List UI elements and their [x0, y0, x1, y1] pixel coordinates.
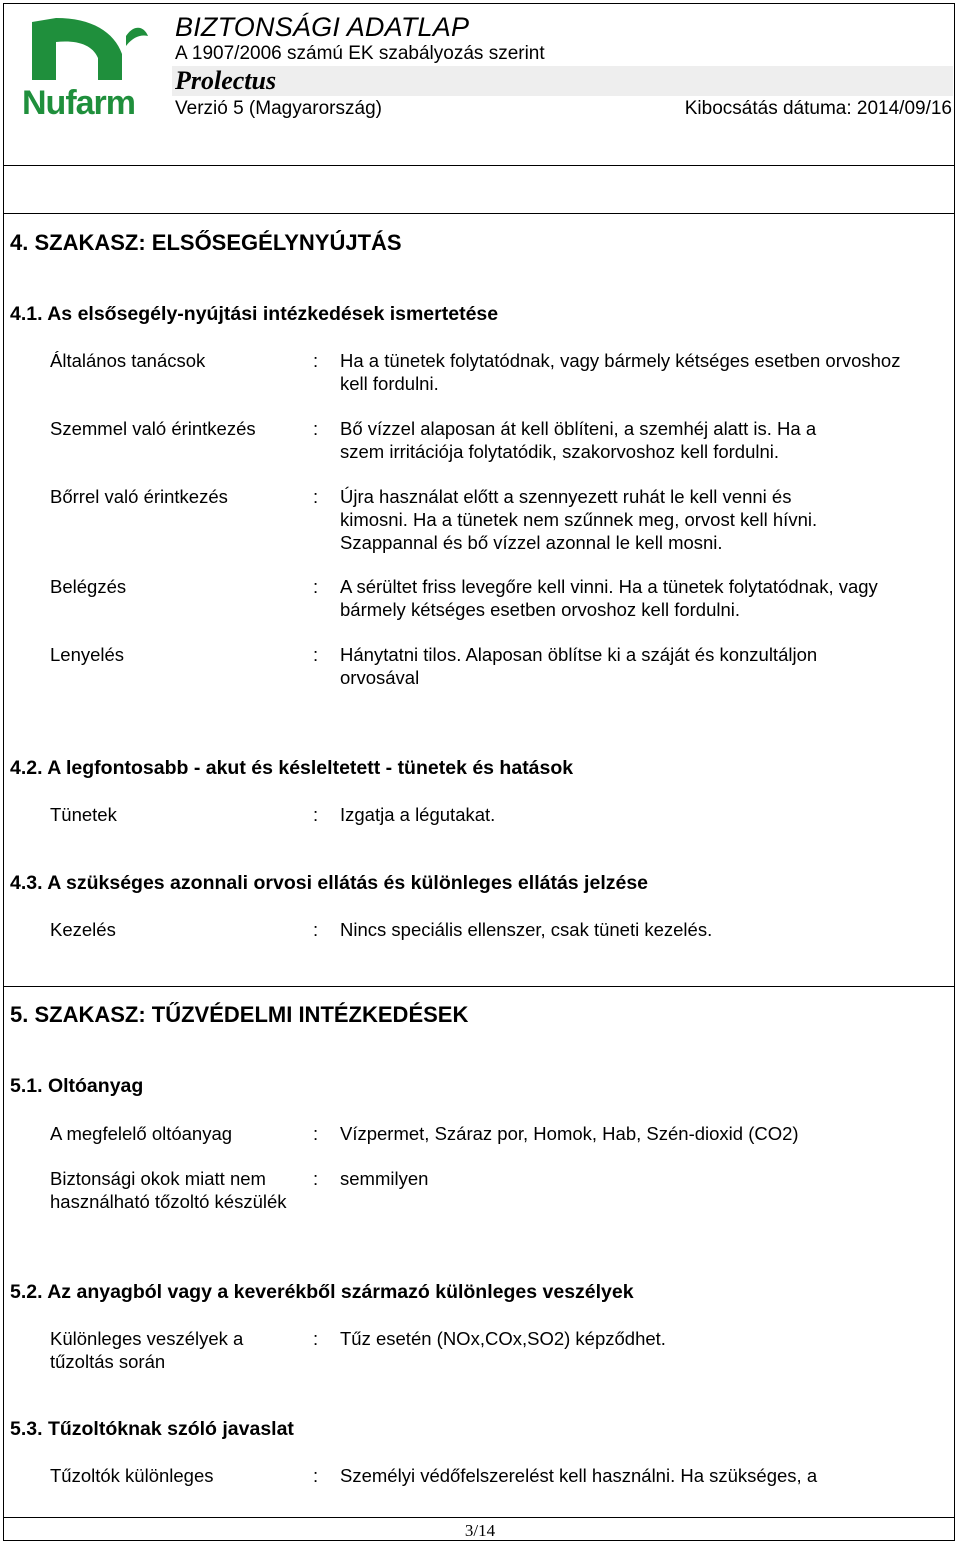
row-label: A megfelelő oltóanyag [50, 1123, 233, 1144]
row-label: Lenyelés [50, 644, 125, 665]
row-colon: : [313, 644, 319, 665]
row-value: Nincs speciális ellenszer, csak tüneti kezelés. [340, 919, 713, 940]
row-colon: : [313, 350, 319, 371]
row-label: Szemmel való érintkezés [50, 418, 256, 439]
issue-date: Kibocsátás dátuma: 2014/09/16 [684, 98, 952, 119]
row-colon: : [313, 1328, 319, 1349]
subsection-5-3-title: 5.3. Tűzoltóknak szóló javaslat [10, 1418, 294, 1440]
row-label: Biztonsági okok miatt nem használható tőzoltó készülék [50, 1168, 287, 1212]
subsection-4-2-title: 4.2. A legfontosabb - akut és késleltetett - tünetek és hatások [10, 757, 574, 779]
row-value: Tűz esetén (NOx,COx,SO2) képződhet. [340, 1328, 666, 1349]
row-value: semmilyen [340, 1168, 429, 1189]
row-colon: : [313, 1465, 319, 1486]
row-value: A sérültet friss levegőre kell vinni. Ha a tünetek folytatódnak, vagy bármely kétséges esetben orvoshoz kell fordulni. [340, 576, 878, 620]
row-label: Tünetek [50, 804, 117, 825]
row-label: Bőrrel való érintkezés [50, 486, 228, 507]
row-colon: : [313, 1123, 319, 1144]
row-colon: : [313, 418, 319, 439]
logo-mark-icon [22, 14, 150, 86]
section-4-title: 4. SZAKASZ: ELSŐSEGÉLYNYÚJTÁS [10, 230, 402, 255]
subsection-5-1-title: 5.1. Oltóanyag [10, 1075, 144, 1097]
nufarm-logo [22, 14, 150, 122]
section-divider [3, 213, 955, 214]
version-label: Verzió 5 (Magyarország) [175, 98, 382, 119]
row-label: Belégzés [50, 576, 127, 597]
row-label: Általános tanácsok [50, 350, 206, 371]
row-value: Személyi védőfelszerelést kell használni. Ha szükséges, a [340, 1465, 818, 1486]
row-value: Ha a tünetek folytatódnak, vagy bármely kétséges esetben orvoshoz kell fordulni. [340, 350, 901, 394]
row-value: Vízpermet, Száraz por, Homok, Hab, Szén-dioxid (CO2) [340, 1123, 799, 1144]
regulation-line: A 1907/2006 számú EK szabályozás szerint [175, 43, 545, 64]
row-colon: : [313, 919, 319, 940]
row-value: Újra használat előtt a szennyezett ruhát le kell venni és kimosni. Ha a tünetek nem szűnnek meg, orvost kell hívni. Szappannal és bő vízzel azonnal le kell mosni. [340, 486, 818, 553]
document-title: BIZTONSÁGI ADATLAP [175, 12, 470, 42]
subsection-4-3-title: 4.3. A szükséges azonnali orvosi ellátás és különleges ellátás jelzése [10, 872, 649, 894]
row-colon: : [313, 1168, 319, 1189]
row-label: Kezelés [50, 919, 116, 940]
page-number: 3/14 [464, 1521, 496, 1540]
section-divider [3, 986, 955, 987]
row-value: Bő vízzel alaposan át kell öblíteni, a szemhéj alatt is. Ha a szem irritációja folytatódik, szakorvoshoz kell fordulni. [340, 418, 817, 462]
row-colon: : [313, 486, 319, 507]
row-value: Izgatja a légutakat. [340, 804, 496, 825]
row-colon: : [313, 804, 319, 825]
row-label: Különleges veszélyek a tűzoltás során [50, 1328, 244, 1372]
product-band [172, 66, 953, 96]
section-5-title: 5. SZAKASZ: TŰZVÉDELMI INTÉZKEDÉSEK [10, 1002, 469, 1027]
subsection-4-1-title: 4.1. As elsősegély-nyújtási intézkedések ismertetése [10, 303, 499, 325]
row-label: Tűzoltók különleges [50, 1465, 214, 1486]
logo-text: Nufarm [22, 84, 136, 122]
row-colon: : [313, 576, 319, 597]
header-divider [3, 165, 955, 166]
row-value: Hánytatni tilos. Alaposan öblítse ki a száját és konzultáljon orvosával [340, 644, 818, 688]
subsection-5-2-title: 5.2. Az anyagból vagy a keverékből származó különleges veszélyek [10, 1281, 634, 1303]
product-name: Prolectus [175, 66, 277, 95]
footer-divider [3, 1517, 955, 1518]
